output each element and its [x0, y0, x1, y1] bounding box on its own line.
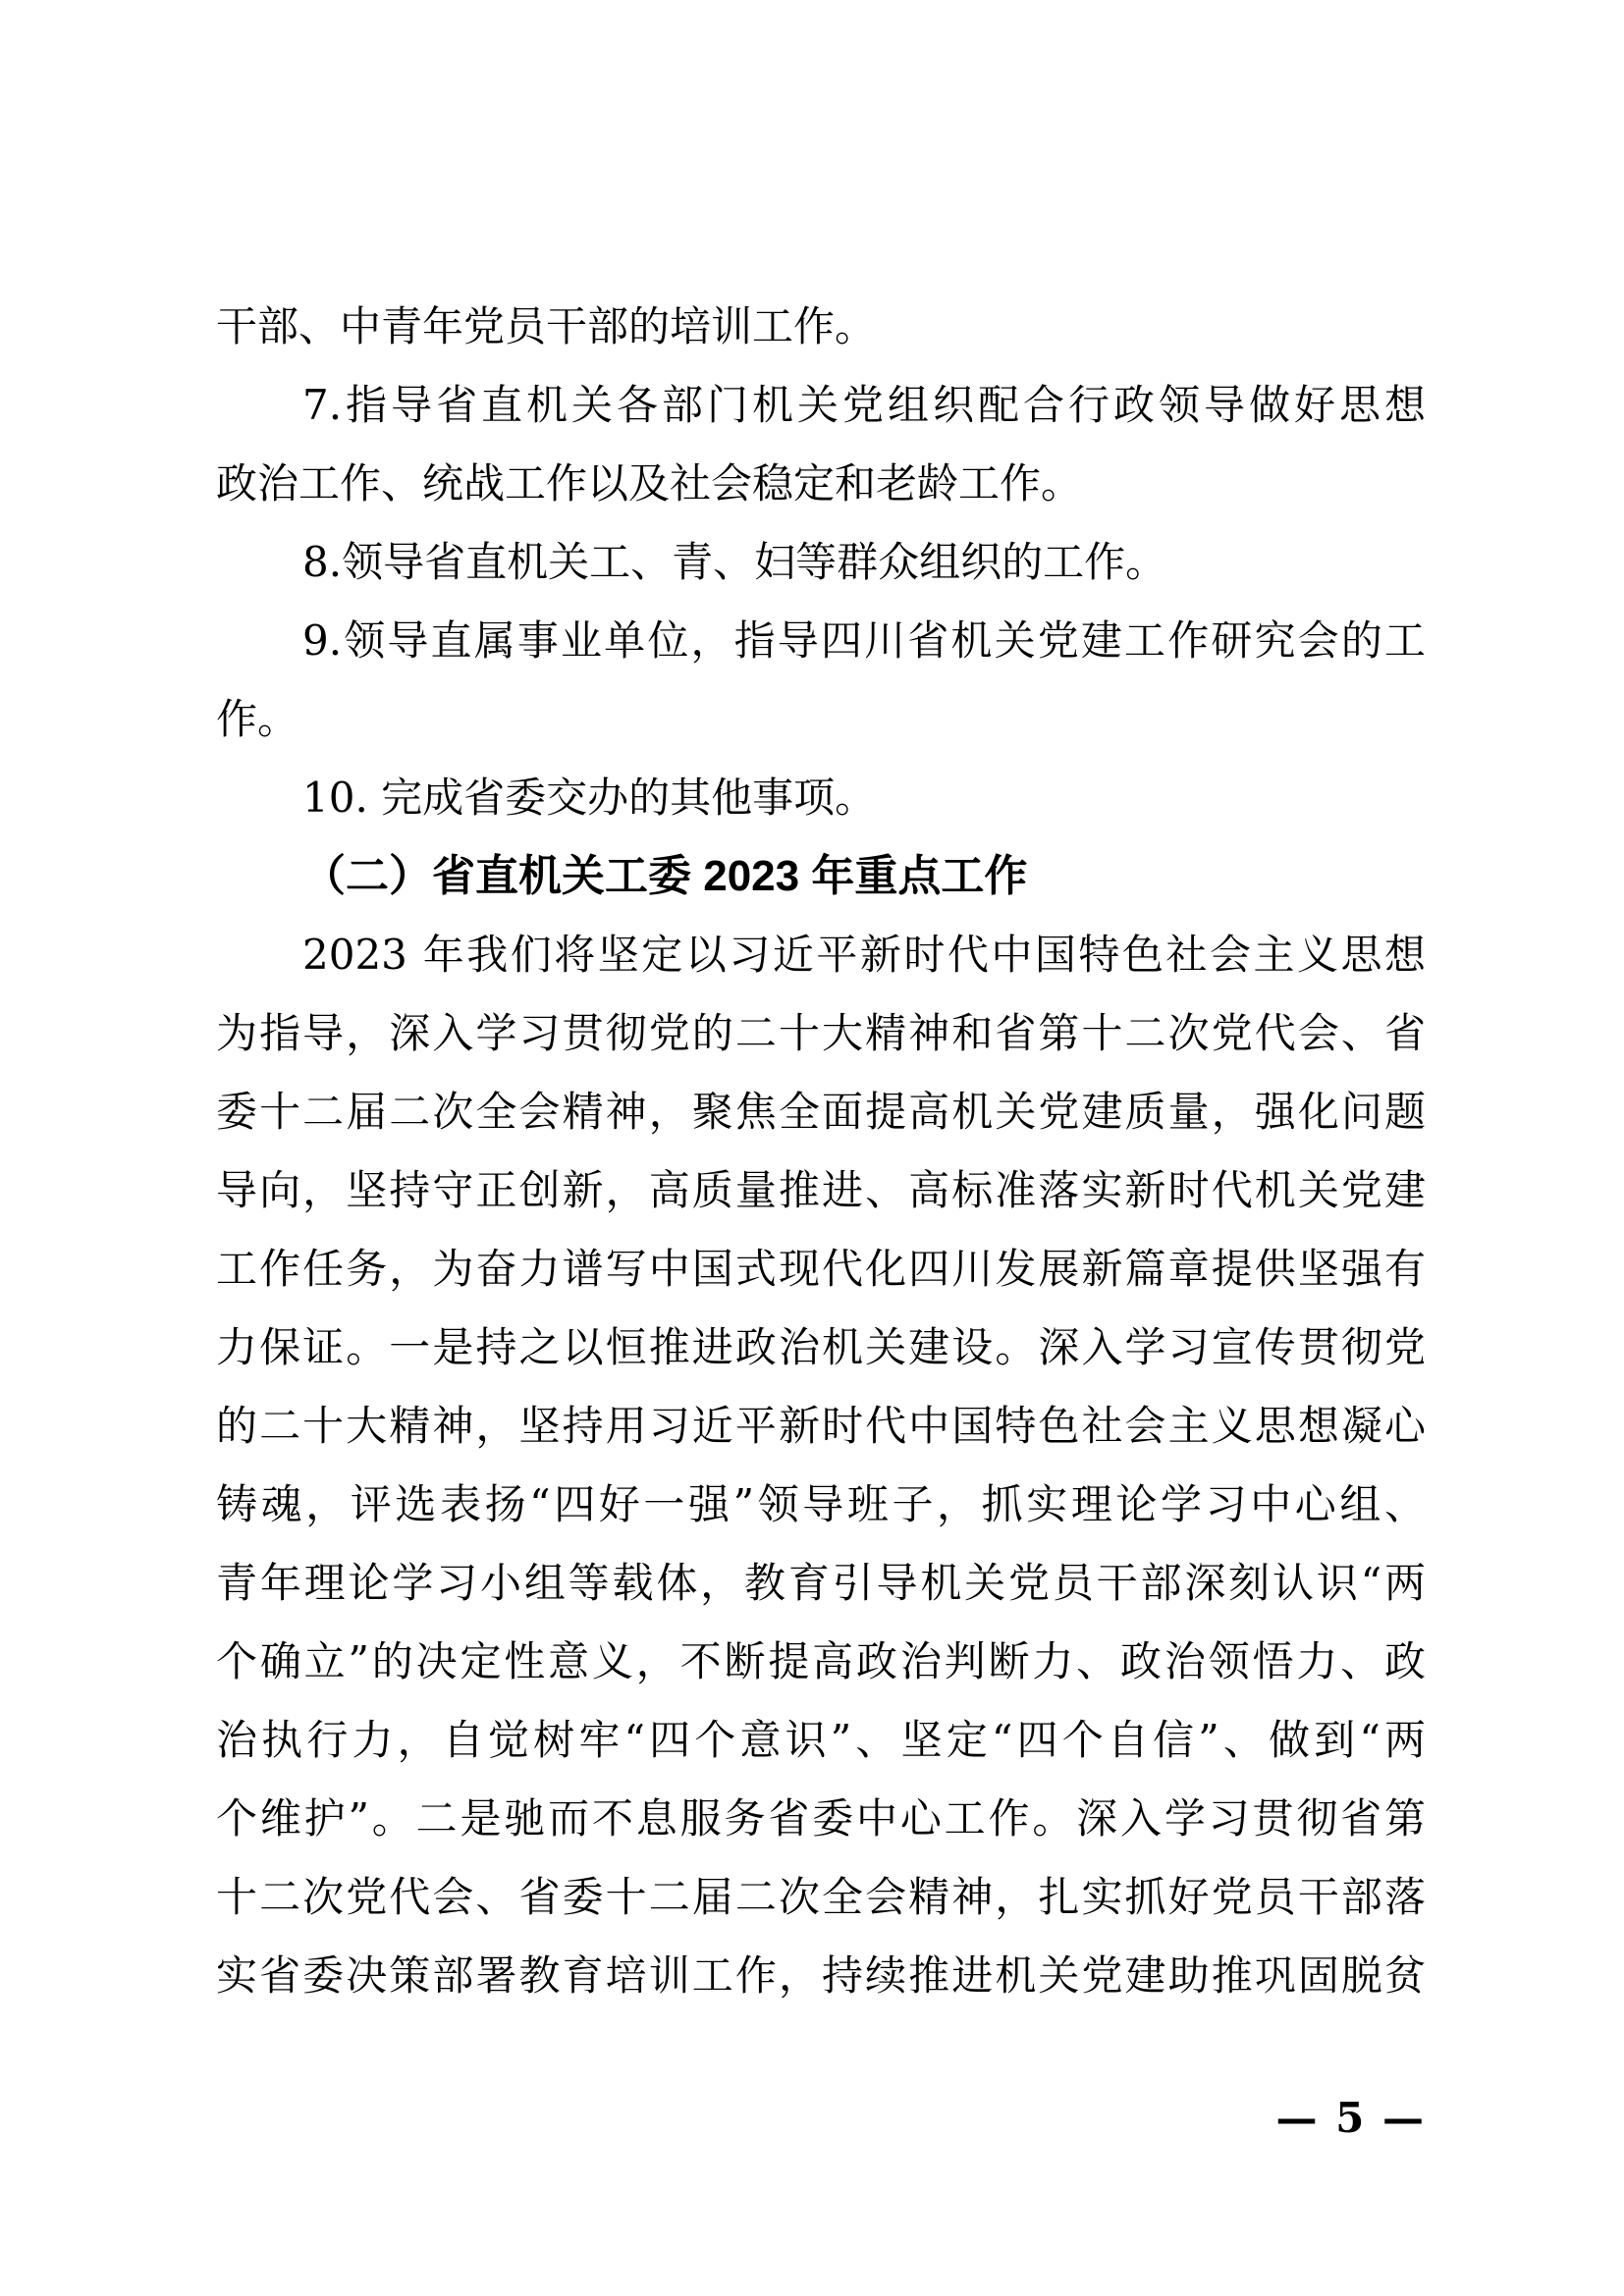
text-line: 工作任务，为奋力谱写中国式现代化四川发展新篇章提供坚强有 [216, 1245, 1426, 1293]
text-line: 个维护”。二是驰而不息服务省委中心工作。深入学习贯彻省第 [216, 1794, 1426, 1842]
section-heading: （二）省直机关工委 2023 年重点工作 [302, 852, 1028, 900]
text-line: 政治工作、统战工作以及社会稳定和老龄工作。 [216, 459, 1083, 507]
page-number: — 5 — [1275, 2094, 1426, 2142]
text-line: 青年理论学习小组等载体，教育引导机关党员干部深刻认识“两 [216, 1559, 1426, 1607]
text-line: 10. 完成省委交办的其他事项。 [302, 774, 877, 822]
text-line: 治执行力，自觉树牢“四个意识”、坚定“四个自信”、做到“两 [216, 1716, 1426, 1764]
text-line: 十二次党代会、省委十二届二次全会精神，扎实抓好党员干部落 [216, 1873, 1426, 1921]
text-line: 力保证。一是持之以恒推进政治机关建设。深入学习宣传贯彻党 [216, 1323, 1426, 1371]
text-line: 9.领导直属事业单位，指导四川省机关党建工作研究会的工 [302, 616, 1426, 665]
text-line: 为指导，深入学习贯彻党的二十大精神和省第十二次党代会、省 [216, 1009, 1426, 1057]
text-line: 铸魂，评选表扬“四好一强”领导班子，抓实理论学习中心组、 [216, 1480, 1426, 1528]
text-line: 实省委决策部署教育培训工作，持续推进机关党建助推巩固脱贫 [216, 1951, 1426, 2000]
document-body [216, 288, 1426, 2015]
text-line: 7.指导省直机关各部门机关党组织配合行政领导做好思想 [302, 381, 1426, 429]
text-line: 的二十大精神，坚持用习近平新时代中国特色社会主义思想凝心 [216, 1402, 1426, 1450]
text-line: 作。 [216, 695, 299, 743]
text-line: 委十二届二次全会精神，聚焦全面提高机关党建质量，强化问题 [216, 1088, 1426, 1136]
text-line: 干部、中青年党员干部的培训工作。 [216, 302, 877, 350]
text-line: 个确立”的决定性意义，不断提高政治判断力、政治领悟力、政 [216, 1637, 1426, 1685]
text-line: 导向，坚持守正创新，高质量推进、高标准落实新时代机关党建 [216, 1166, 1426, 1214]
text-line: 8.领导省直机关工、青、妇等群众组织的工作。 [302, 538, 1167, 586]
text-line: 2023 年我们将坚定以习近平新时代中国特色社会主义思想 [302, 931, 1426, 979]
